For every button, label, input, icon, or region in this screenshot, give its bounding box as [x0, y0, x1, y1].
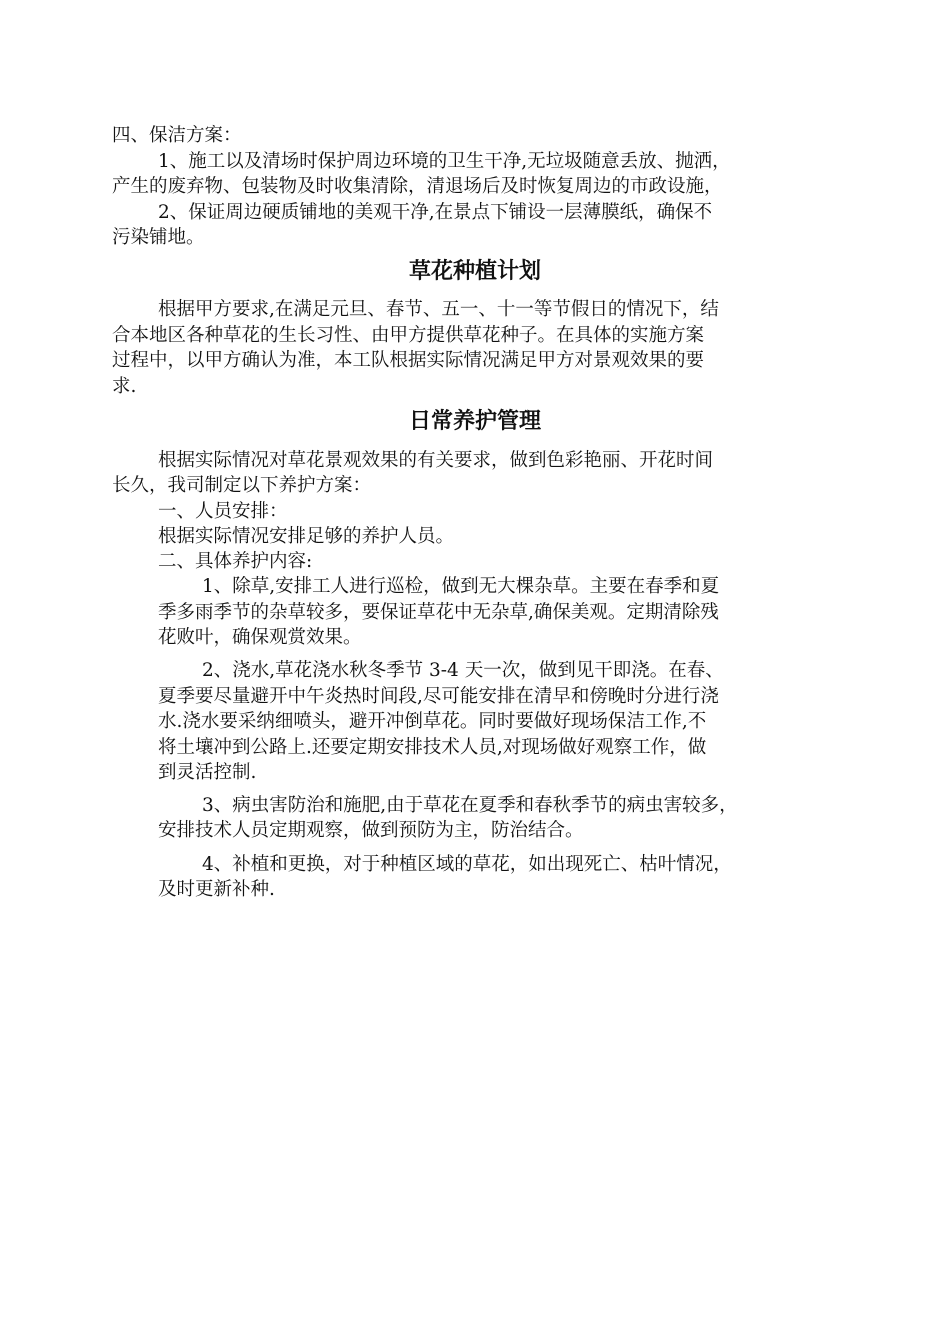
maintenance-intro-line1: 根据实际情况对草花景观效果的有关要求，做到色彩艳丽、开花时间 [158, 450, 714, 471]
planting-plan-heading: 草花种植计划 [408, 259, 541, 284]
replant-line2: 及时更新补种. [158, 879, 275, 900]
watering-line4: 将土壤冲到公路上.还要定期安排技术人员,对现场做好观察工作，做 [158, 737, 707, 758]
replant-line1: 4、补植和更换，对于种植区域的草花，如出现死亡、枯叶情况， [202, 854, 732, 875]
weeding-line2: 季多雨季节的杂草较多，要保证草花中无杂草,确保美观。定期清除残 [158, 602, 719, 623]
section4-item1-line2: 产生的废弃物、包装物及时收集清除，清退场后及时恢复周边的市政设施， [112, 176, 723, 197]
weeding-line3: 花败叶，确保观赏效果。 [158, 627, 362, 648]
planting-plan-line2: 合本地区各种草花的生长习性、由甲方提供草花种子。在具体的实施方案 [112, 325, 705, 346]
maintenance-heading: 日常养护管理 [408, 409, 541, 434]
pest-line2: 安排技术人员定期观察，做到预防为主，防治结合。 [158, 820, 584, 841]
section4-title: 四、保洁方案： [112, 125, 242, 146]
maintenance-intro-line2: 长久，我司制定以下养护方案： [112, 475, 372, 496]
staff-text: 根据实际情况安排足够的养护人员。 [158, 526, 455, 547]
watering-line5: 到灵活控制. [158, 762, 257, 783]
watering-line3: 水.浇水要采纳细喷头，避开冲倒草花。同时要做好现场保洁工作,不 [158, 711, 707, 732]
section4-item2-line2: 污染铺地。 [112, 227, 205, 248]
section4-item2-line1: 2、保证周边硬质铺地的美观干净,在景点下铺设一层薄膜纸，确保不 [158, 202, 713, 223]
watering-line2: 夏季要尽量避开中午炎热时间段,尽可能安排在清早和傍晚时分进行浇 [158, 686, 719, 707]
content-title: 二、具体养护内容: [158, 551, 313, 572]
planting-plan-line4: 求. [112, 376, 137, 397]
watering-line1: 2、浇水,草花浇水秋冬季节 3-4 天一次，做到见干即浇。在春、 [202, 660, 724, 681]
pest-line1: 3、病虫害防治和施肥,由于草花在夏季和春秋季节的病虫害较多， [202, 795, 738, 816]
planting-plan-line1: 根据甲方要求,在满足元旦、春节、五一、十一等节假日的情况下，结 [158, 299, 719, 320]
staff-title: 一、人员安排： [158, 501, 288, 522]
section4-item1-line1: 1、施工以及清场时保护周边环境的卫生干净,无垃圾随意丢放、抛洒， [158, 151, 731, 172]
planting-plan-line3: 过程中，以甲方确认为准，本工队根据实际情况满足甲方对景观效果的要 [112, 350, 705, 371]
weeding-line1: 1、除草,安排工人进行巡检，做到无大棵杂草。主要在春季和夏 [202, 576, 720, 597]
